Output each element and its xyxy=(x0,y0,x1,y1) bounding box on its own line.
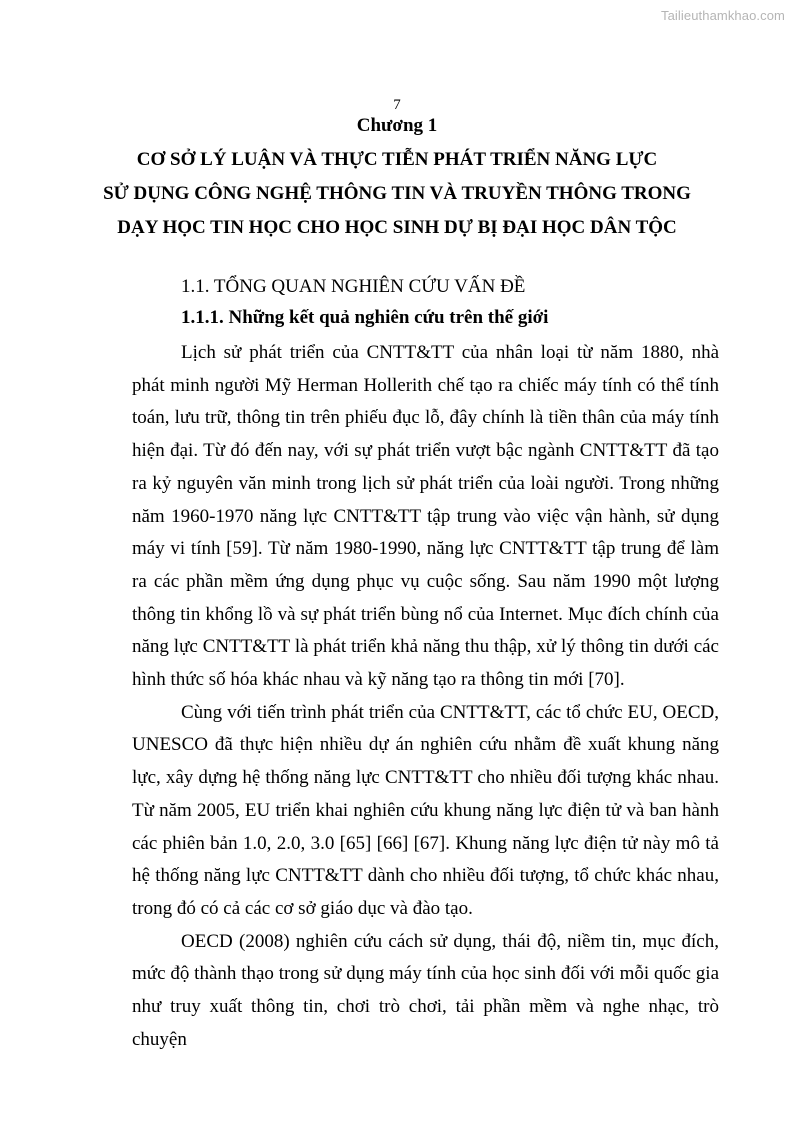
subsection-heading: 1.1.1. Những kết quả nghiên cứu trên thế giới xyxy=(181,307,549,328)
chapter-heading: Chương 1 xyxy=(356,115,438,136)
chapter-title-line: CƠ SỞ LÝ LUẬN VÀ THỰC TIỄN PHÁT TRIỂN NĂNG LỰC xyxy=(136,149,658,170)
chapter-title xyxy=(100,143,694,245)
paragraph: Lịch sử phát triển của CNTT&TT của nhân loại từ năm 1880, nhà phát minh người Mỹ Herman Hollerith chế tạo ra chiếc máy tính có thể tính toán, lưu trữ, thông tin trên phiếu đục lỗ, đây chính là tiền thân của máy tính hiện đại. Từ đó đến nay, với sự phát triển vượt bậc ngành CNTT&TT đã tạo ra kỷ nguyên văn minh trong lịch sử phát triển của loài người. Trong những năm 1960-1970 năng lực CNTT&TT tập trung vào việc vận hành, sử dụng máy vi tính [59]. Từ năm 1980-1990, năng lực CNTT&TT tập trung để làm ra các phần mềm ứng dụng phục vụ cuộc sống. Sau năm 1990 một lượng thông tin khổng lồ và sự phát triển bùng nổ của Internet. Mục đích chính của năng lực CNTT&TT là phát triển khả năng thu thập, xử lý thông tin dưới các hình thức số hóa khác nhau và kỹ năng tạo ra thông tin mới [70]. xyxy=(132,342,719,691)
section-heading: 1.1. TỔNG QUAN NGHIÊN CỨU VẤN ĐỀ xyxy=(181,276,526,297)
page-number: 7 xyxy=(393,97,401,113)
chapter-title-line: DẠY HỌC TIN HỌC CHO HỌC SINH DỰ BỊ ĐẠI HỌC DÂN TỘC xyxy=(117,217,677,238)
chapter-title-line: SỬ DỤNG CÔNG NGHỆ THÔNG TIN VÀ TRUYỀN THÔNG TRONG xyxy=(103,183,691,204)
paragraph: OECD (2008) nghiên cứu cách sử dụng, thái độ, niềm tin, mục đích, mức độ thành thạo trong sử dụng máy tính của học sinh đối với mỗi quốc gia như truy xuất thông tin, chơi trò chơi, tải phần mềm và nghe nhạc, trò chuyện xyxy=(132,930,719,1050)
watermark: Tailieuthamkhao.com xyxy=(660,8,785,23)
paragraph: Cùng với tiến trình phát triển của CNTT&TT, các tổ chức EU, OECD, UNESCO đã thực hiện nhiều dự án nghiên cứu nhằm đề xuất khung năng lực, xây dựng hệ thống năng lực CNTT&TT cho nhiều đối tượng khác nhau. Từ năm 2005, EU triển khai nghiên cứu khung năng lực điện tử và ban hành các phiên bản 1.0, 2.0, 3.0 [65] [66] [67]. Khung năng lực điện tử này mô tả hệ thống năng lực CNTT&TT dành cho nhiều đối tượng, tổ chức khác nhau, trong đó có cả các cơ sở giáo dục và đào tạo. xyxy=(132,701,719,919)
body-text xyxy=(132,337,719,1056)
